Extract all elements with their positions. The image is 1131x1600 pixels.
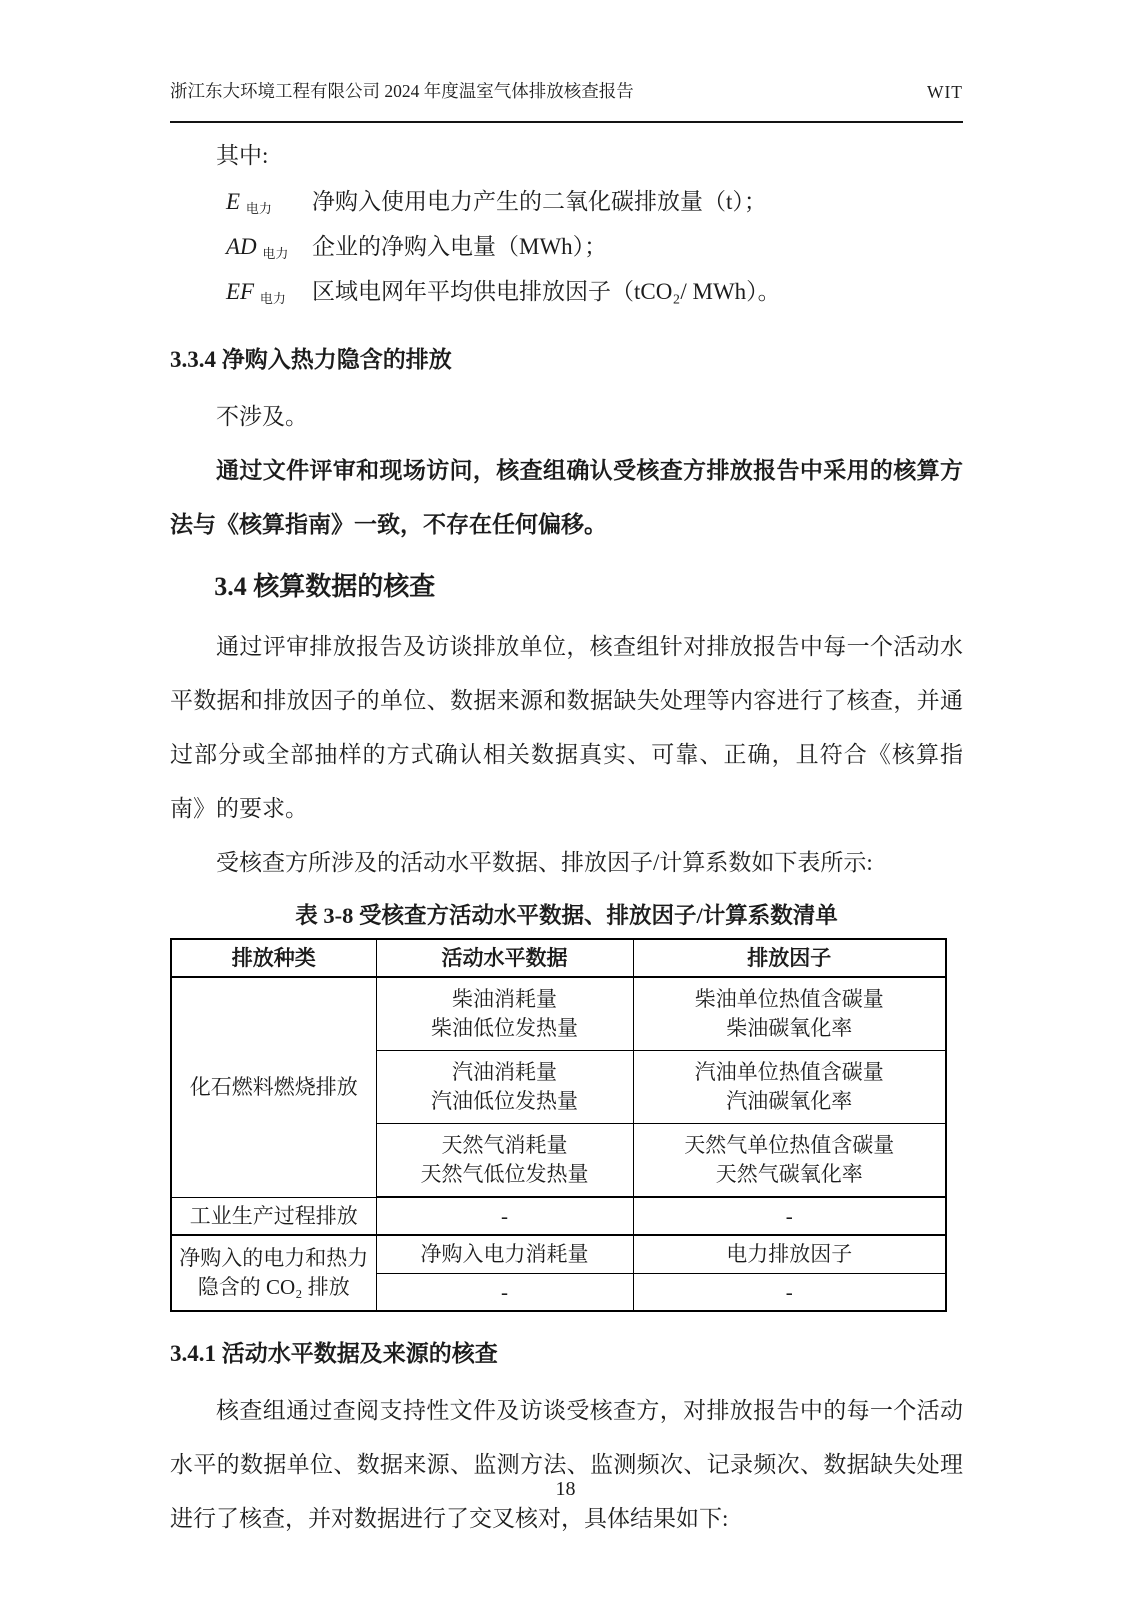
column-header-activity-data: 活动水平数据 (376, 939, 633, 977)
cell-activity-natural-gas: 天然气消耗量 天然气低位发热量 (376, 1124, 633, 1198)
table-row (171, 977, 946, 1051)
column-header-emission-type: 排放种类 (171, 939, 376, 977)
header-title: 浙江东大环境工程有限公司 2024 年度温室气体排放核查报告 (170, 81, 634, 101)
cell-activity-diesel: 柴油消耗量 柴油低位发热量 (376, 977, 633, 1051)
section-heading-3-3-4: 3.3.4 净购入热力隐含的排放 (170, 347, 452, 372)
formula-definition-e-electricity (170, 183, 963, 228)
formula-subscript: 电力 (245, 201, 272, 216)
header-brand-logo: WIT (926, 82, 963, 102)
formula-subscript: 电力 (259, 291, 286, 306)
paragraph-not-involved: 不涉及。 (216, 404, 308, 429)
paragraph-conclusion-bold: 通过文件评审和现场访问，核查组确认受核查方排放报告中采用的核算方法与《核算指南》一致，不存在任何偏移。 (170, 458, 963, 537)
cell-activity-purchased-electricity: 净购入电力消耗量 (376, 1235, 633, 1273)
formula-subscript: 电力 (262, 246, 289, 261)
cell-factor-purchased-electricity: 电力排放因子 (633, 1235, 946, 1273)
table-row (171, 1235, 946, 1273)
column-header-emission-factor: 排放因子 (633, 939, 946, 977)
cell-factor-gasoline: 汽油单位热值含碳量 汽油碳氧化率 (633, 1051, 946, 1124)
formula-symbol: EF $_{电力}$ (226, 279, 286, 306)
activity-data-table (170, 938, 947, 1312)
cell-category-industrial-process: 工业生产过程排放 (171, 1197, 376, 1235)
section-heading-3-4: 3.4 核算数据的核查 (214, 572, 436, 601)
table-caption: 表 3-8 受核查方活动水平数据、排放因子/计算系数清单 (295, 903, 838, 928)
cell-factor-heat-dash: - (633, 1273, 946, 1311)
formula-definition-ad-electricity (170, 228, 963, 273)
formula-definition-ef-electricity (170, 273, 963, 318)
cell-activity-heat-dash: - (376, 1273, 633, 1311)
formula-symbol: E $_{电力}$ (226, 189, 272, 216)
formula-description: 净购入使用电力产生的二氧化碳排放量（t）； (312, 189, 767, 214)
page-body (170, 139, 963, 1546)
paragraph-verification-method: 通过评审排放报告及访谈排放单位，核查组针对排放报告中每一个活动水平数据和排放因子的单位、数据来源和数据缺失处理等内容进行了核查，并通过部分或全部抽样的方式确认相关数据真实、可靠、正确，且符合《核算指南》的要求。 (170, 634, 963, 821)
paragraph-activity-data-check: 核查组通过查阅支持性文件及访谈受核查方，对排放报告中的每一个活动水平的数据单位、数据来源、监测方法、监测频次、记录频次、数据缺失处理进行了核查，并对数据进行了交叉核对，具体结果如下: (170, 1398, 963, 1531)
cell-category-purchased-electricity: 净购入的电力和热力 隐含的 CO₂ 排放 (171, 1235, 376, 1311)
table-row (171, 1197, 946, 1235)
formula-definitions (170, 183, 963, 318)
cell-factor-industrial-process: - (633, 1197, 946, 1235)
formula-description: 区域电网年平均供电排放因子（tCO₂/ MWh）。 (312, 279, 781, 304)
paragraph-table-intro: 受核查方所涉及的活动水平数据、排放因子/计算系数如下表所示: (216, 850, 873, 875)
cell-factor-diesel: 柴油单位热值含碳量 柴油碳氧化率 (633, 977, 946, 1051)
table-header-row (171, 939, 946, 977)
cell-activity-gasoline: 汽油消耗量 汽油低位发热量 (376, 1051, 633, 1124)
cell-factor-natural-gas: 天然气单位热值含碳量 天然气碳氧化率 (633, 1124, 946, 1198)
cell-activity-industrial-process: - (376, 1197, 633, 1235)
cell-category-fossil-fuel: 化石燃料燃烧排放 (171, 977, 376, 1197)
section-heading-3-4-1: 3.4.1 活动水平数据及来源的核查 (170, 1341, 498, 1366)
among-label: 其中: (216, 143, 269, 168)
page-header (170, 78, 963, 123)
formula-description: 企业的净购入电量（MWh）； (312, 234, 608, 259)
formula-symbol: AD $_{电力}$ (226, 234, 289, 261)
page-number: 18 (555, 1478, 576, 1500)
